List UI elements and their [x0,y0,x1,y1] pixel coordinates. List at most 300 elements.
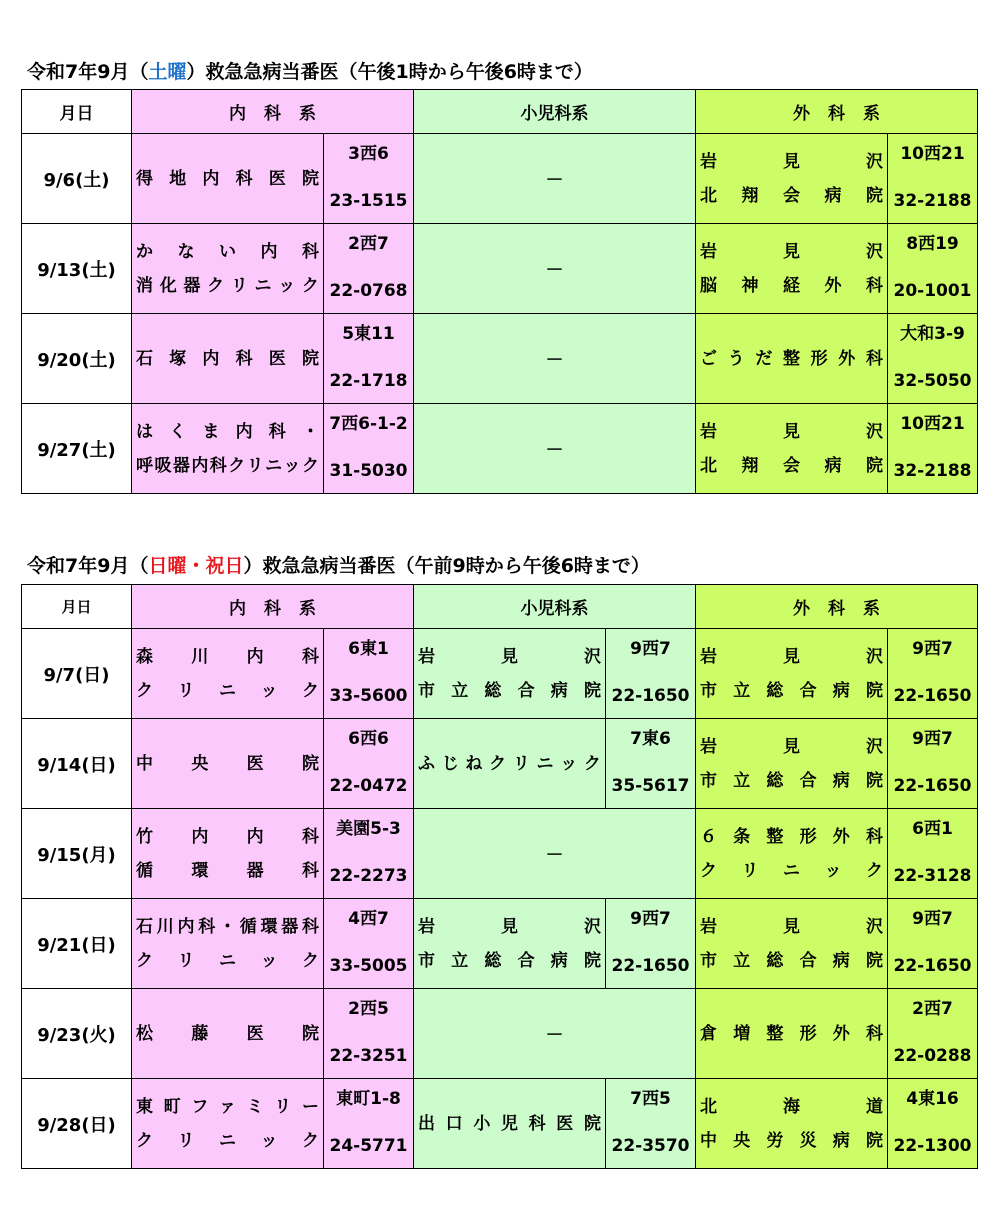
name-char: ク [207,275,225,296]
facility-name [414,899,606,989]
name-char: 器 [172,455,190,476]
name-char: 病 [832,770,850,791]
name-char: 病 [550,950,568,971]
name-char: ね [465,753,483,774]
facility-name-line [700,1017,883,1051]
facility-phone: 22-1650 [611,685,690,706]
name-char: ッ [283,455,301,476]
facility-address: 2西5 [348,998,389,1019]
name-char: 経 [783,275,800,296]
name-char: 立 [451,950,469,971]
name-char: ッ [260,950,278,971]
name-char: 脳 [700,275,717,296]
title-highlight: 土曜 [148,61,187,83]
name-char: ク [302,680,319,701]
facility-contact [888,134,978,224]
name-char: リ [512,753,530,774]
facility-name-line [136,1017,319,1051]
facility-phone: 22-0288 [893,1045,972,1066]
facility-name [132,224,324,314]
name-char: 院 [866,455,883,476]
name-char: 災 [799,1130,817,1151]
name-char: 病 [824,185,842,206]
no-pediatric-duty: － [414,989,696,1079]
facility-contact [606,1079,696,1169]
name-char: 院 [583,950,601,971]
facility-contact [324,809,414,899]
facility-name [132,989,324,1079]
facility-phone: 33-5005 [329,955,408,976]
name-char: 科 [865,1023,883,1044]
facility-address: 2西7 [348,233,389,254]
facility-name-line [700,342,883,376]
name-char: 科 [235,348,253,369]
name-char: 岩 [700,646,717,667]
name-char: 沢 [866,646,883,667]
facility-name-line [136,944,319,978]
name-char: 立 [733,950,751,971]
facility-name [696,1079,888,1169]
facility-name-line [136,162,319,196]
facility-contact [888,719,978,809]
name-char: ク [866,860,883,881]
name-char: 央 [733,1130,751,1151]
table-row [22,224,978,314]
name-char: リ [741,860,759,881]
facility-name-line [136,747,319,781]
name-char: 科 [235,168,253,189]
row-date: 9/28(日) [22,1079,132,1169]
header-internal-medicine: 内科系 [132,585,414,629]
facility-address: 大和3-9 [900,323,965,344]
table-row [22,629,978,719]
facility-name-line [418,747,601,781]
name-char: 小 [473,1113,491,1134]
name-char: 病 [832,680,850,701]
facility-contact [324,629,414,719]
facility-name-line [418,640,601,674]
name-char: ァ [218,1096,236,1117]
facility-phone: 22-2273 [329,865,408,886]
name-char: 条 [733,826,751,847]
facility-address: 6東1 [348,638,389,659]
name-char: 合 [517,950,535,971]
name-char: ー [301,1096,319,1117]
name-char: ク [583,753,601,774]
name-char: 沢 [866,916,883,937]
facility-contact [324,719,414,809]
facility-name-line [700,944,883,978]
facility-address: 9西7 [912,728,953,749]
facility-name-line [136,820,319,854]
facility-contact [606,719,696,809]
facility-phone: 33-5600 [329,685,408,706]
facility-name-line [136,235,319,269]
name-char: 内 [246,826,264,847]
facility-name [132,629,324,719]
name-char: 市 [418,680,435,701]
name-char: 立 [451,680,469,701]
facility-address: 7西5 [630,1088,671,1109]
name-char: 内 [235,421,253,442]
facility-contact [606,899,696,989]
name-char: 合 [799,950,817,971]
name-char: 見 [783,916,800,937]
name-char: 沢 [866,151,883,172]
facility-name-line [418,674,601,708]
name-char: ニ [265,455,283,476]
name-char: 総 [484,680,502,701]
facility-contact [888,1079,978,1169]
name-char: 科 [301,646,319,667]
name-char: い [219,241,236,262]
name-char: は [136,421,153,442]
name-char: ク [136,680,153,701]
name-char: 院 [301,1023,319,1044]
name-char: ニ [219,1130,236,1151]
name-char: 倉 [700,1023,717,1044]
facility-name [132,134,324,224]
name-char: 内 [260,241,278,262]
name-char: 総 [484,950,502,971]
name-char: フ [191,1096,209,1117]
name-char: 沢 [584,916,601,937]
facility-phone: 32-2188 [893,190,972,211]
name-char: 岩 [700,736,717,757]
name-char: 内 [202,348,220,369]
facility-name-line [136,1090,319,1124]
name-char: 岩 [700,151,717,172]
name-char: 総 [766,950,784,971]
name-char: ニ [783,860,800,881]
header-row [22,90,978,134]
facility-name [132,719,324,809]
name-char: 北 [700,185,717,206]
name-char: 市 [700,770,717,791]
name-char: 院 [866,185,883,206]
name-char: 整 [766,826,784,847]
name-char: 翔 [741,185,759,206]
name-char: 科 [301,860,319,881]
facility-name [132,809,324,899]
facility-name [696,134,888,224]
name-char: じ [441,753,459,774]
facility-name [414,629,606,719]
name-char: 内 [191,826,209,847]
name-char: 市 [700,680,717,701]
facility-name-line [700,910,883,944]
facility-phone: 32-5050 [893,370,972,391]
name-char: 外 [824,275,842,296]
name-char: 児 [500,1113,518,1134]
name-char: 森 [136,646,153,667]
name-char: 沢 [866,736,883,757]
facility-address: 8西19 [906,233,959,254]
name-char: 整 [766,1023,784,1044]
header-date: 月日 [22,585,132,629]
title-prefix: 令和7年9月（ [27,61,149,83]
name-char: 医 [556,1113,574,1134]
facility-name-line [700,730,883,764]
name-char: 内 [191,455,209,476]
title-prefix: 令和7年9月（ [27,555,149,577]
name-char: 病 [832,1130,850,1151]
name-char: ク [302,950,319,971]
facility-phone: 31-5030 [329,460,408,481]
name-char: 院 [865,1130,883,1151]
row-date: 9/27(土) [22,404,132,494]
name-char: 科 [865,826,883,847]
facility-name [696,809,888,899]
name-char: リ [274,1096,292,1117]
name-char: 器 [183,275,201,296]
name-char: 川 [191,646,209,667]
name-char: 内 [202,168,220,189]
name-char: 科 [198,916,216,937]
facility-name-line [700,235,883,269]
facility-address: 3西6 [348,143,389,164]
facility-address: 10西21 [900,413,965,434]
name-char: ク [301,455,319,476]
name-char: 病 [832,950,850,971]
name-char: 口 [445,1113,463,1134]
name-char: 化 [159,275,177,296]
facility-phone: 22-0768 [329,280,408,301]
name-char: リ [246,455,264,476]
name-char: 院 [583,680,601,701]
facility-contact [324,1079,414,1169]
name-char: 院 [301,168,319,189]
name-char: ッ [824,860,842,881]
name-char: う [727,348,745,369]
name-char: 合 [799,770,817,791]
name-char: 環 [260,916,278,937]
name-char: 科 [528,1113,546,1134]
name-char: 労 [766,1130,784,1151]
facility-name-line [700,764,883,798]
name-char: 病 [550,680,568,701]
name-char: 医 [246,753,264,774]
facility-contact [888,629,978,719]
facility-address: 東町1-8 [336,1088,401,1109]
facility-name-line [418,1107,601,1141]
facility-address: 9西7 [630,908,671,929]
name-char: 消 [136,275,153,296]
name-char: 科 [302,916,319,937]
name-char: 市 [700,950,717,971]
facility-contact [324,224,414,314]
facility-phone: 22-1300 [893,1135,972,1156]
name-char: 院 [865,770,883,791]
facility-contact [888,989,978,1079]
name-char: 竹 [136,826,153,847]
facility-address: 7東6 [630,728,671,749]
facility-phone: 22-0472 [329,775,408,796]
row-date: 9/20(土) [22,314,132,404]
facility-address: 2西7 [912,998,953,1019]
name-char: ニ [219,680,236,701]
facility-name-line [700,179,883,213]
facility-name-line [136,449,319,483]
name-char: 岩 [700,916,717,937]
name-char: リ [177,680,195,701]
name-char: 合 [517,680,535,701]
name-char: ミ [246,1096,264,1117]
facility-address: 美園5-3 [336,818,401,839]
facility-contact [324,134,414,224]
name-char: 合 [799,680,817,701]
name-char: 院 [865,950,883,971]
name-char: 石 [136,916,153,937]
facility-name [414,719,606,809]
header-row [22,585,978,629]
name-char: 外 [832,826,850,847]
name-char: ふ [418,753,435,774]
name-char: 翔 [741,455,759,476]
facility-contact [888,404,978,494]
facility-name [696,629,888,719]
facility-address: 6西6 [348,728,389,749]
saturday-title [27,58,593,86]
facility-address: 9西7 [912,638,953,659]
name-char: 器 [281,916,299,937]
facility-contact [324,899,414,989]
facility-address: 4西7 [348,908,389,929]
facility-address: 6西1 [912,818,953,839]
name-char: 見 [783,241,800,262]
name-char: ク [302,1130,319,1151]
name-char: ま [202,421,220,442]
table-row [22,134,978,224]
row-date: 9/6(土) [22,134,132,224]
name-char: 中 [136,753,153,774]
table-row [22,1079,978,1169]
facility-name-line [418,910,601,944]
table-row [22,719,978,809]
row-date: 9/15(月) [22,809,132,899]
name-char: 北 [700,455,717,476]
facility-phone: 22-3251 [329,1045,408,1066]
name-char: 松 [136,1023,153,1044]
name-char: 病 [824,455,842,476]
facility-name [696,899,888,989]
row-date: 9/14(日) [22,719,132,809]
title-suffix: ）救急急病当番医（午前9時から午後6時まで） [243,555,650,577]
name-char: 形 [799,826,817,847]
name-char: 増 [733,1023,751,1044]
row-date: 9/21(日) [22,899,132,989]
no-pediatric-duty: － [414,134,696,224]
name-char: 得 [136,168,153,189]
table-row [22,404,978,494]
name-char: 岩 [418,916,435,937]
name-char: 藤 [191,1023,209,1044]
facility-contact [888,809,978,899]
name-char: 形 [799,1023,817,1044]
name-char: リ [177,950,195,971]
name-char: ッ [260,1130,278,1151]
name-char: 海 [783,1096,800,1117]
name-char: 神 [741,275,759,296]
name-char: ニ [254,275,272,296]
name-char: リ [230,275,248,296]
no-pediatric-duty: － [414,224,696,314]
name-char: 道 [866,1096,883,1117]
name-char: 環 [191,860,209,881]
header-surgery: 外科系 [696,585,978,629]
name-char: 沢 [584,646,601,667]
facility-name-line [700,269,883,303]
facility-name-line [136,1124,319,1158]
name-char: 医 [268,348,286,369]
facility-name-line [136,674,319,708]
name-char: 見 [501,916,518,937]
name-char: 会 [783,185,800,206]
no-pediatric-duty: － [414,314,696,404]
facility-phone: 23-1515 [329,190,408,211]
name-char: 沢 [866,241,883,262]
no-pediatric-duty: － [414,809,696,899]
facility-name-line [700,820,883,854]
facility-phone: 22-1650 [611,955,690,976]
name-char: リ [177,1130,195,1151]
name-char: 町 [163,1096,181,1117]
name-char: 総 [766,770,784,791]
facility-name-line [136,854,319,888]
title-highlight: 日曜・祝日 [148,555,244,577]
sunday-title [27,552,650,580]
name-char: 岩 [700,421,717,442]
facility-contact [888,899,978,989]
facility-name-line [136,640,319,674]
name-char: 科 [302,241,319,262]
facility-phone: 22-1650 [893,955,972,976]
name-char: 医 [268,168,286,189]
name-char: く [169,421,187,442]
facility-phone: 32-2188 [893,460,972,481]
name-char: 岩 [418,646,435,667]
name-char: 会 [783,455,800,476]
facility-name [132,404,324,494]
name-char: 整 [782,348,800,369]
name-char: 外 [838,348,856,369]
facility-name-line [700,674,883,708]
table-row [22,314,978,404]
name-char: ク [228,455,246,476]
facility-address: 10西21 [900,143,965,164]
name-char: 出 [418,1113,435,1134]
name-char: 呼 [136,455,153,476]
name-char: 器 [246,860,264,881]
name-char: 見 [783,421,800,442]
facility-contact [606,629,696,719]
facility-name [696,989,888,1079]
facility-name-line [700,854,883,888]
name-char: 見 [783,646,800,667]
name-char: ご [700,348,717,369]
facility-address: 4東16 [906,1088,959,1109]
facility-phone: 22-3128 [893,865,972,886]
name-char: 見 [783,151,800,172]
name-char: ク [301,275,319,296]
facility-name-line [700,145,883,179]
table-row [22,809,978,899]
facility-address: 5東11 [342,323,395,344]
facility-name [696,719,888,809]
facility-phone: 20-1001 [893,280,972,301]
name-char: 沢 [866,421,883,442]
name-char: ク [136,950,153,971]
